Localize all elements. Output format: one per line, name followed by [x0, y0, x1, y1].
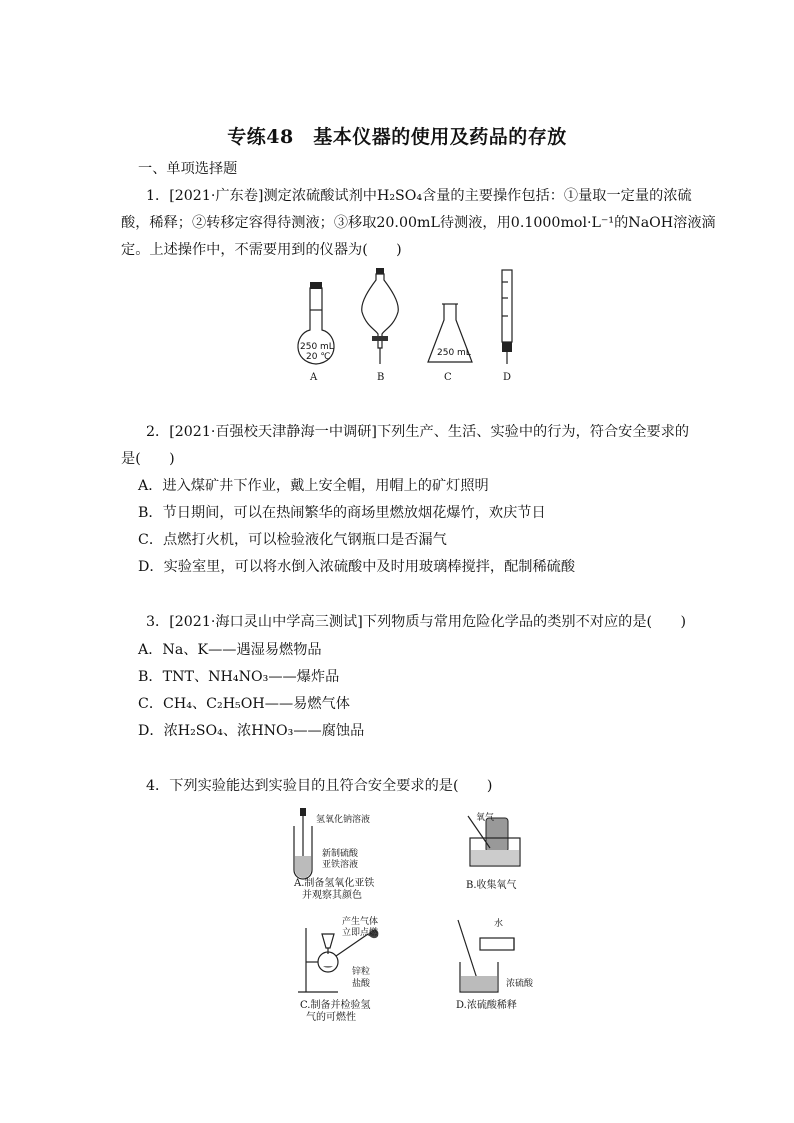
fig-a-caption-2: 并观察其颜色 [302, 890, 362, 901]
fig-a-caption-1: A.制备氢氧化亚铁 [294, 878, 375, 889]
q2-line1: 2．[2021·百强校天津静海一中调研]下列生产、生活、实验中的行为，符合安全要求的 [146, 424, 690, 440]
q1-line1: 1．[2021·广东卷]测定浓硫酸试剂中H₂SO₄含量的主要操作包括：①量取一定量的浓硫 [146, 188, 692, 204]
fig-d-caption: D.浓硫酸稀释 [456, 1000, 517, 1011]
q1-line3: 定。上述操作中，不需要用到的仪器为( ) [121, 242, 402, 258]
q2-option-a: A．进入煤矿井下作业，戴上安全帽，用帽上的矿灯照明 [138, 478, 489, 494]
ferrous-solution-label: 亚铁溶液 [322, 860, 359, 870]
q2-option-b: B．节日期间，可以在热闹繁华的商场里燃放烟花爆竹，欢庆节日 [138, 505, 546, 521]
page-title: 专练48 基本仪器的使用及药品的存放 [227, 126, 567, 148]
flask-temp-label: 20 ℃ [306, 352, 331, 362]
conical-flask-volume-label: 250 mL [437, 348, 471, 358]
q3-option-d: D．浓H₂SO₄、浓HNO₃——腐蚀品 [138, 723, 365, 739]
q3-option-b: B．TNT、NH₄NO₃——爆炸品 [138, 669, 340, 685]
option-label-c: C [444, 372, 452, 383]
q2-line2: 是( ) [121, 451, 175, 467]
zinc-label: 锌粒 [352, 967, 371, 977]
q2-option-c: C．点燃打火机，可以检验液化气钢瓶口是否漏气 [138, 532, 447, 548]
q3-line1: 3．[2021·海口灵山中学高三测试]下列物质与常用危险化学品的类别不对应的是( ) [146, 614, 686, 630]
section-heading: 一、单项选择题 [138, 161, 238, 177]
oxygen-label: 氧气 [476, 813, 495, 823]
fig-c-caption-1: C.制备并检验氢 [300, 1000, 371, 1011]
q3-option-a: A．Na、K——遇湿易燃物品 [138, 642, 322, 658]
fig-b-caption: B.收集氧气 [466, 880, 517, 891]
hydrochloric-acid-label: 盐酸 [352, 979, 371, 989]
conical-flask-icon [424, 300, 476, 370]
option-label-d: D [503, 372, 512, 383]
separatory-funnel-icon [358, 266, 404, 372]
fresh-sulfate-label: 新制硫酸 [322, 849, 359, 859]
burette-icon [496, 268, 520, 370]
option-label-b: B [377, 372, 385, 383]
option-label-a: A [310, 372, 318, 383]
flask-volume-label: 250 mL [300, 342, 334, 352]
naoh-solution-label: 氢氧化钠溶液 [316, 815, 371, 825]
ignite-label: 立即点燃 [342, 928, 379, 938]
q3-option-c: C．CH₄、C₂H₅OH——易燃气体 [138, 696, 350, 712]
gas-produced-label: 产生气体 [342, 917, 379, 927]
water-label: 水 [494, 919, 504, 929]
q1-line2: 酸，稀释；②转移定容得待测液；③移取20.00mL待测液，用0.1000mol·L⁻¹的NaOH溶液滴 [121, 215, 716, 231]
fig-c-caption-2: 气的可燃性 [306, 1012, 356, 1023]
conc-sulfuric-label: 浓硫酸 [506, 979, 534, 989]
q2-option-d: D．实验室里，可以将水倒入浓硫酸中及时用玻璃棒搅拌，配制稀硫酸 [138, 559, 576, 575]
q4-line1: 4．下列实验能达到实验目的且符合安全要求的是( ) [146, 778, 493, 794]
